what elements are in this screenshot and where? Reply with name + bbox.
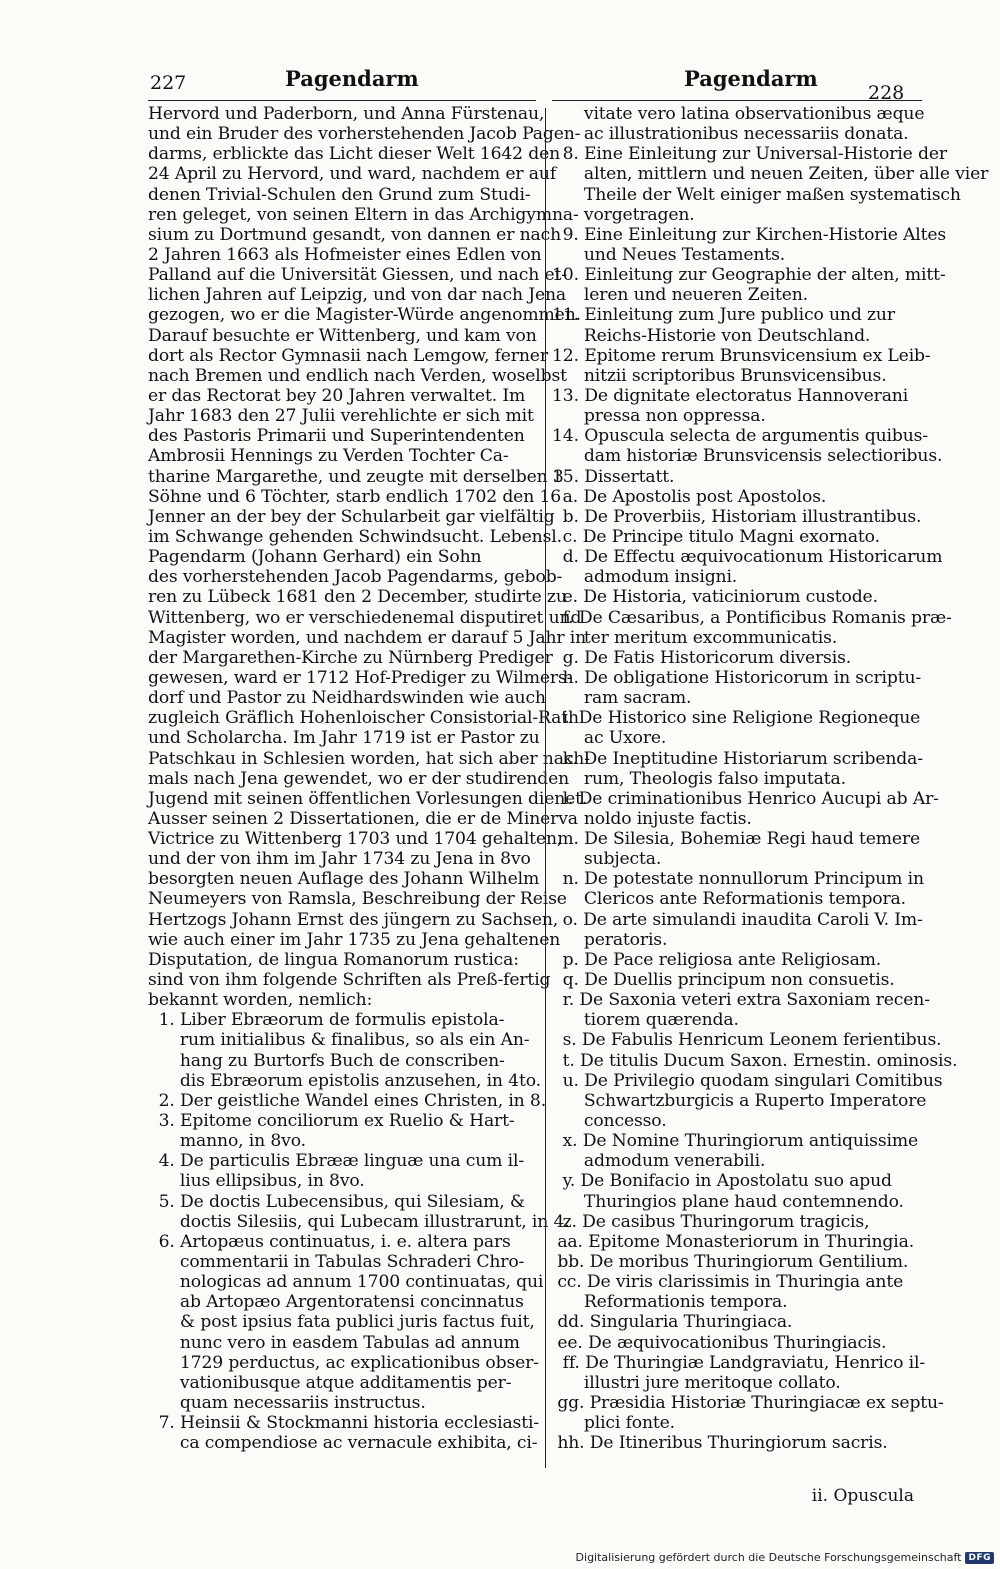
text-line: ff. De Thuringiæ Landgraviatu, Henrico il- [552,1352,926,1373]
text-line: dort als Rector Gymnasii nach Lemgow, ferner [148,345,548,366]
catchword: ii. Opuscula [811,1486,914,1506]
text-line: vorgetragen. [552,204,695,225]
text-line: Clericos ante Reformationis tempora. [552,889,906,910]
text-line: 24 April zu Hervord, und ward, nachdem er auf [148,164,557,185]
text-line: Patschkau in Schlesien worden, hat sich aber nach- [148,748,590,769]
text-line: m. De Silesia, Bohemiæ Regi haud temere [552,829,921,850]
left-text-column [148,104,590,1454]
text-line: 1729 perductus, ac explicationibus obser- [148,1352,539,1373]
text-line: im Schwange gehenden Schwindsucht. Lebensl. [148,526,562,547]
text-line: ac illustrationibus necessariis donata. [552,124,909,145]
right-running-head: Pagendarm [684,66,818,91]
dfg-logo: DFG [965,1552,994,1564]
text-line: gewesen, ward er 1712 Hof-Prediger zu Wilmers- [148,667,573,688]
text-line: des vorherstehenden Jacob Pagendarms, gebob- [148,567,563,588]
text-line: Reichs-Historie von Deutschland. [552,325,871,346]
left-page-number: 227 [150,72,187,94]
text-line: admodum venerabili. [552,1151,766,1172]
text-line: des Pastoris Primarii und Superintendenten [148,426,525,447]
text-line: Jugend mit seinen öffentlichen Vorlesungen dienet. [148,788,588,809]
text-line: sind von ihm folgende Schriften als Preß-fertig [148,970,551,991]
text-line: dd. Singularia Thuringiaca. [552,1312,793,1333]
text-line: Disputation, de lingua Romanorum rustica: [148,949,519,970]
text-line: vationibusque atque additamentis per- [148,1372,512,1393]
text-line: f. De Cæsaribus, a Pontificibus Romanis præ- [552,607,952,628]
text-line: besorgten neuen Auflage des Johann Wilhelm [148,869,540,890]
text-line: t. De titulis Ducum Saxon. Ernestin. ominosis. [552,1050,958,1071]
text-line: 7. Heinsii & Stockmanni historia ecclesiasti- [148,1413,539,1434]
text-line: a. De Apostolis post Apostolos. [552,486,827,507]
left-header-rule [148,100,536,101]
text-line: ee. De æquivocationibus Thuringiacis. [552,1332,887,1353]
text-line: x. De Nomine Thuringiorum antiquissime [552,1131,919,1152]
text-line: & post ipsius fata publici juris factus fuit, [148,1312,535,1333]
text-line: lichen Jahren auf Leipzig, und von dar nach Jena [148,285,567,306]
text-line: e. De Historia, vaticiniorum custode. [552,587,878,608]
text-line: 12. Epitome rerum Brunsvicensium ex Leib- [552,345,931,366]
text-line: c. De Principe titulo Magni exornato. [552,526,880,547]
text-line: rum, Theologis falso imputata. [552,768,846,789]
text-line: pressa non oppressa. [552,406,766,427]
text-line: 9. Eine Einleitung zur Kirchen-Historie Altes [552,224,947,245]
text-line: 14. Opuscula selecta de argumentis quibus- [552,426,928,447]
text-line: peratoris. [552,929,668,950]
text-line: Victrice zu Wittenberg 1703 und 1704 gehalten, [148,829,563,850]
footer-text: Digitalisierung gefördert durch die Deutsche Forschungsgemeinschaft [575,1551,962,1564]
text-line: commentarii in Tabulas Schraderi Chro- [148,1252,525,1273]
text-line: subjecta. [552,849,662,870]
footer [576,1551,994,1564]
text-line: bekannt worden, nemlich: [148,990,373,1011]
text-line: z. De casibus Thuringorum tragicis, [552,1211,870,1232]
text-line: Ambrosii Hennings zu Verden Tochter Ca- [148,446,509,467]
text-line: Söhne und 6 Töchter, starb endlich 1702 den 16 [148,486,562,507]
text-line: vitate vero latina observationibus æque [552,104,925,124]
right-page-number: 228 [868,82,905,104]
text-line: alten, mittlern und neuen Zeiten, über alle vier [552,164,989,185]
text-line: 5. De doctis Lubecensibus, qui Silesiam, & [148,1191,525,1212]
text-line: ca compendiose ac vernacule exhibita, ci- [148,1433,538,1454]
text-line: p. De Pace religiosa ante Religiosam. [552,949,882,970]
right-text-column [552,104,989,1454]
text-line: admodum insigni. [552,567,738,588]
text-line: hang zu Burtorfs Buch de conscriben- [148,1050,505,1071]
text-line: Darauf besuchte er Wittenberg, und kam von [148,325,537,346]
text-line: sium zu Dortmund gesandt, von dannen er nach [148,224,561,245]
text-line: tiorem quærenda. [552,1010,739,1031]
text-line: mals nach Jena gewendet, wo er der studirenden [148,768,570,789]
text-line: der Margarethen-Kirche zu Nürnberg Prediger [148,647,553,668]
text-line: wie auch einer im Jahr 1735 zu Jena gehaltenen [148,929,561,950]
text-line: 2 Jahren 1663 als Hofmeister eines Edlen von [148,244,542,265]
text-line: Schwartzburgicis a Ruperto Imperatore [552,1090,927,1111]
text-line: Palland auf die Universität Giessen, und nach et- [148,265,567,286]
text-line: Reformationis tempora. [552,1292,788,1313]
text-line: r. De Saxonia veteri extra Saxoniam recen- [552,990,930,1011]
left-running-head: Pagendarm [285,66,419,91]
text-line: 13. De dignitate electoratus Hannoverani [552,385,909,406]
text-line: denen Trivial-Schulen den Grund zum Studi- [148,184,531,205]
text-line: concesso. [552,1111,667,1132]
column-divider [545,108,546,1468]
text-line: zugleich Gräflich Hohenloischer Consistorial-Rath [148,708,579,729]
text-line: 2. Der geistliche Wandel eines Christen, in 8. [148,1090,547,1111]
text-line: dis Ebræorum epistolis anzusehen, in 4to. [148,1070,541,1091]
text-line: darms, erblickte das Licht dieser Welt 1642 den [148,144,561,165]
text-line: nitzii scriptoribus Brunsvicensibus. [552,365,887,386]
text-line: l. De criminationibus Henrico Aucupi ab Ar- [552,788,939,809]
text-line: quam necessariis instructus. [148,1393,426,1413]
text-line: Theile der Welt einiger maßen systematisch [552,184,961,205]
text-line: k. De Ineptitudine Historiarum scribenda- [552,748,923,769]
text-line: aa. Epitome Monasteriorum in Thuringia. [552,1231,915,1252]
text-line: und Scholarcha. Im Jahr 1719 ist er Pastor zu [148,728,540,749]
text-line: 15. Dissertatt. [552,466,675,487]
text-line: 11. Einleitung zum Jure publico und zur [552,305,895,326]
text-line: cc. De viris clarissimis in Thuringia ante [552,1272,904,1293]
text-line: Jenner an der bey der Schularbeit gar vielfältig [148,506,555,527]
text-line: 3. Epitome conciliorum ex Ruelio & Hart- [148,1111,515,1132]
text-line: b. De Proverbiis, Historiam illustrantibus. [552,506,922,527]
text-line: Thuringios plane haud contemnendo. [552,1191,904,1212]
text-line: ren geleget, von seinen Eltern in das Archigymna- [148,204,579,225]
text-line: Wittenberg, wo er verschiedenemal disputiret und [148,607,582,628]
text-line: 1. Liber Ebræorum de formulis epistola- [148,1010,505,1031]
text-line: ram sacram. [552,688,692,709]
text-line: 4. De particulis Ebrææ linguæ una cum il- [148,1151,524,1172]
text-line: q. De Duellis principum non consuetis. [552,970,895,991]
text-line: Pagendarm (Johann Gerhard) ein Sohn [148,547,482,568]
text-line: u. De Privilegio quodam singulari Comitibus [552,1070,943,1091]
text-line: s. De Fabulis Henricum Leonem ferientibus. [552,1030,942,1051]
text-line: Neumeyers von Ramsla, Beschreibung der Reise [148,889,567,910]
text-line: ren zu Lübeck 1681 den 2 December, studirte zu [148,587,567,608]
text-line: o. De arte simulandi inaudita Caroli V. Im- [552,909,923,930]
text-line: ac Uxore. [552,728,667,749]
text-line: 6. Artopæus continuatus, i. e. altera pars [148,1231,511,1252]
text-line: h. De obligatione Historicorum in scriptu- [552,667,922,688]
text-line: d. De Effectu æquivocationum Historicarum [552,547,943,568]
text-line: er das Rectorat bey 20 Jahren verwaltet. Im [148,385,526,406]
text-line: 10. Einleitung zur Geographie der alten, mitt- [552,265,946,286]
text-line: manno, in 8vo. [148,1131,306,1152]
text-line: y. De Bonifacio in Apostolatu suo apud [552,1171,892,1192]
text-line: dam historiæ Brunsvicensis selectioribus. [552,446,943,467]
text-line: n. De potestate nonnullorum Principum in [552,869,924,890]
text-line: gezogen, wo er die Magister-Würde angenommen. [148,305,581,326]
text-line: plici fonte. [552,1413,675,1434]
text-line: tharine Margarethe, und zeugte mit derselben 3 [148,466,564,487]
text-line: doctis Silesiis, qui Lubecam illustrarunt, in 4. [148,1211,570,1232]
right-header-rule [552,100,922,101]
text-line: 8. Eine Einleitung zur Universal-Historie der [552,144,947,165]
text-line: Hertzogs Johann Ernst des jüngern zu Sachsen, [148,909,559,930]
text-line: Jahr 1683 den 27 Julii verehlichte er sich mit [148,406,534,427]
text-line: nunc vero in easdem Tabulas ad annum [148,1332,520,1353]
text-line: nologicas ad annum 1700 continuatas, qui [148,1272,544,1293]
text-line: Magister worden, und nachdem er darauf 5 Jahr in [148,627,587,648]
text-line: und ein Bruder des vorherstehenden Jacob Pagen- [148,124,581,145]
text-line: nach Bremen und endlich nach Verden, woselbst [148,365,567,386]
text-line: leren und neueren Zeiten. [552,285,808,306]
text-line: lius ellipsibus, in 8vo. [148,1171,365,1192]
text-line: noldo injuste factis. [552,808,752,829]
text-line: Ausser seinen 2 Dissertationen, die er de Minerva [148,808,578,829]
text-line: und Neues Testaments. [552,244,786,265]
text-line: ab Artopæo Argentoratensi concinnatus [148,1292,524,1313]
text-line: ter meritum excommunicatis. [552,627,838,648]
text-line: bb. De moribus Thuringiorum Gentilium. [552,1252,909,1273]
text-line: i. De Historico sine Religione Regioneque [552,708,921,729]
text-line: g. De Fatis Historicorum diversis. [552,647,852,668]
text-line: dorf und Pastor zu Neidhardswinden wie auch [148,688,546,709]
text-line: hh. De Itineribus Thuringiorum sacris. [552,1433,888,1454]
text-line: und der von ihm im Jahr 1734 zu Jena in 8vo [148,849,531,870]
text-line: Hervord und Paderborn, und Anna Fürstenau, [148,104,545,124]
text-line: rum initialibus & finalibus, so als ein An- [148,1030,530,1051]
text-line: illustri jure meritoque collato. [552,1372,841,1393]
text-line: gg. Præsidia Historiæ Thuringiacæ ex septu- [552,1393,944,1413]
